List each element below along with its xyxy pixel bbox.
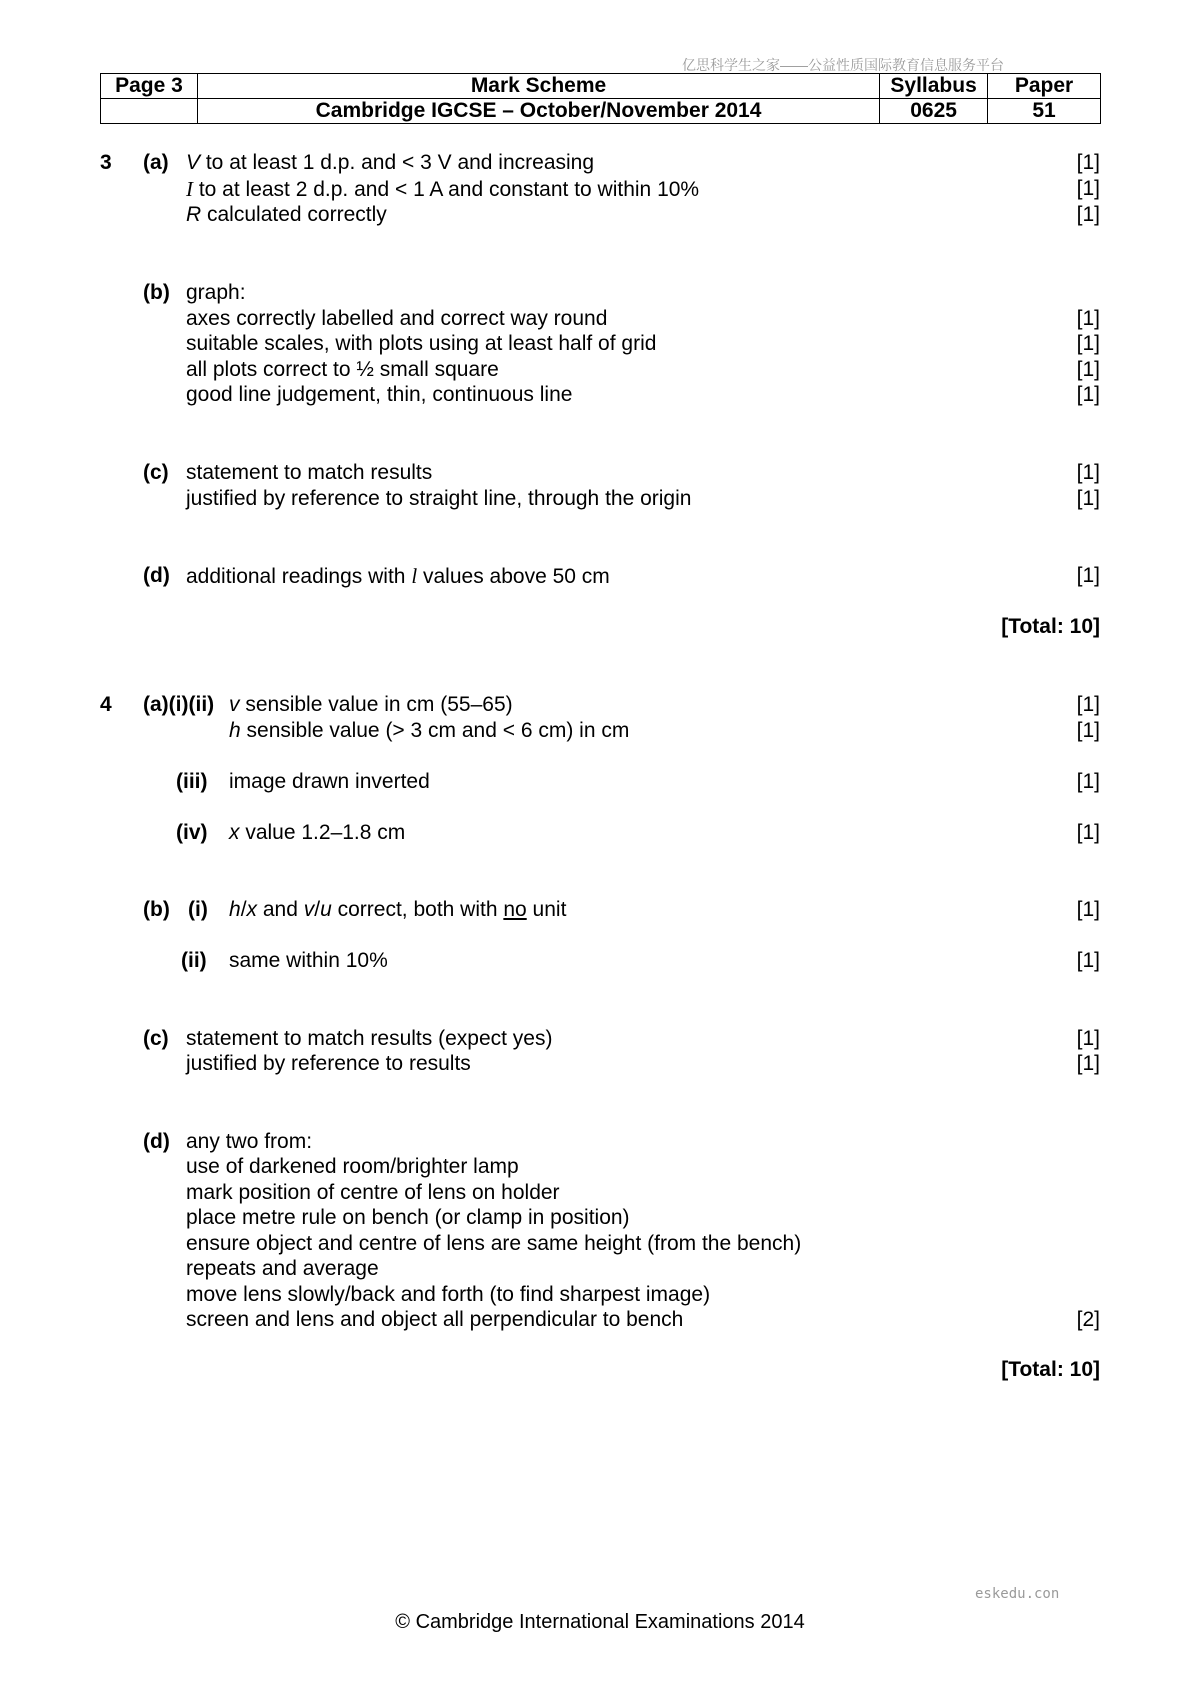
q4b-i-mark: [1] [1076,898,1100,921]
q4d-mark: [2] [1076,1308,1100,1331]
q3c-label: (c) [143,461,169,484]
q4b-ii-mark: [1] [1076,949,1100,972]
watermark-bottom: eskedu.con [975,1586,1060,1602]
q3a-line1: V to at least 1 d.p. and < 3 V and increasing [186,151,595,174]
header-blank [101,99,198,124]
q4b-i-text: h/x and v/u correct, both with no unit [229,898,567,921]
q3b-mark2: [1] [1076,332,1100,355]
q3b-line3: all plots correct to ½ small square [186,358,499,381]
q3b-line2: suitable scales, with plots using at least half of grid [186,332,657,355]
q4c-mark1: [1] [1076,1027,1100,1050]
q3d-line: additional readings with l values above 50 cm [186,564,610,588]
syllabus-label: Syllabus [880,74,988,99]
q3a-line3: R calculated correctly [186,203,387,226]
q4b-i-label: (i) [188,898,208,921]
q4a-iii-text: image drawn inverted [229,770,430,793]
q4c-line1: statement to match results (expect yes) [186,1027,553,1050]
q3a-mark2: [1] [1076,177,1100,200]
q4a-line1: v sensible value in cm (55–65) [229,693,513,716]
q4a-iv-text: x value 1.2–1.8 cm [229,821,406,844]
page-number: Page 3 [101,74,198,99]
q4-number: 4 [100,693,112,716]
list-item: mark position of centre of lens on holder [186,1181,560,1204]
header-table [100,73,1101,124]
q3b-label: (b) [143,281,170,304]
q4a-line2: h sensible value (> 3 cm and < 6 cm) in cm [229,719,630,742]
q4a-mark1: [1] [1076,693,1100,716]
header-subtitle: Cambridge IGCSE – October/November 2014 [197,99,879,124]
q4d-head: any two from: [186,1130,313,1153]
q3-total: [Total: 10] [1001,615,1100,638]
list-item: screen and lens and object all perpendicular to bench [186,1308,684,1331]
q4b-ii-text: same within 10% [229,949,388,972]
list-item: ensure object and centre of lens are same height (from the bench) [186,1232,802,1255]
q3a-mark3: [1] [1076,203,1100,226]
q3b-mark4: [1] [1076,383,1100,406]
q3d-label: (d) [143,564,170,587]
q3a-label: (a) [143,151,169,174]
watermark-top: 亿思科学生之家——公益性质国际教育信息服务平台 [682,57,1004,73]
q4a-iv-mark: [1] [1076,821,1100,844]
q3b-line4: good line judgement, thin, continuous line [186,383,573,406]
syllabus-value: 0625 [880,99,988,124]
q4a-iii-label: (iii) [176,770,208,793]
paper-value: 51 [988,99,1101,124]
q4d-label: (d) [143,1130,170,1153]
q3d-mark: [1] [1076,564,1100,587]
q4a-mark2: [1] [1076,719,1100,742]
q4-total: [Total: 10] [1001,1358,1100,1381]
q4b-ii-label: (ii) [181,949,207,972]
q4a-iv-label: (iv) [176,821,208,844]
footer-copyright: © Cambridge International Examinations 2014 [395,1611,805,1633]
list-item: use of darkened room/brighter lamp [186,1155,519,1178]
q4a-iii-mark: [1] [1076,770,1100,793]
paper-label: Paper [988,74,1101,99]
q4c-mark2: [1] [1076,1052,1100,1075]
q3b-head: graph: [186,281,246,304]
q3a-mark1: [1] [1076,151,1100,174]
q4c-label: (c) [143,1027,169,1050]
q3c-line1: statement to match results [186,461,433,484]
list-item: place metre rule on bench (or clamp in position) [186,1206,630,1229]
q4b-label: (b) [143,898,170,921]
q3c-mark1: [1] [1076,461,1100,484]
q3-number: 3 [100,151,112,174]
q4c-line2: justified by reference to results [186,1052,471,1075]
q3b-mark1: [1] [1076,307,1100,330]
list-item: repeats and average [186,1257,379,1280]
q3c-mark2: [1] [1076,487,1100,510]
q4a-label: (a)(i)(ii) [143,693,215,716]
list-item: move lens slowly/back and forth (to find sharpest image) [186,1283,711,1306]
header-title: Mark Scheme [197,74,879,99]
q3b-line1: axes correctly labelled and correct way round [186,307,608,330]
q3a-line2: I to at least 2 d.p. and < 1 A and constant to within 10% [186,177,700,201]
q3b-mark3: [1] [1076,358,1100,381]
q3c-line2: justified by reference to straight line, through the origin [186,487,692,510]
